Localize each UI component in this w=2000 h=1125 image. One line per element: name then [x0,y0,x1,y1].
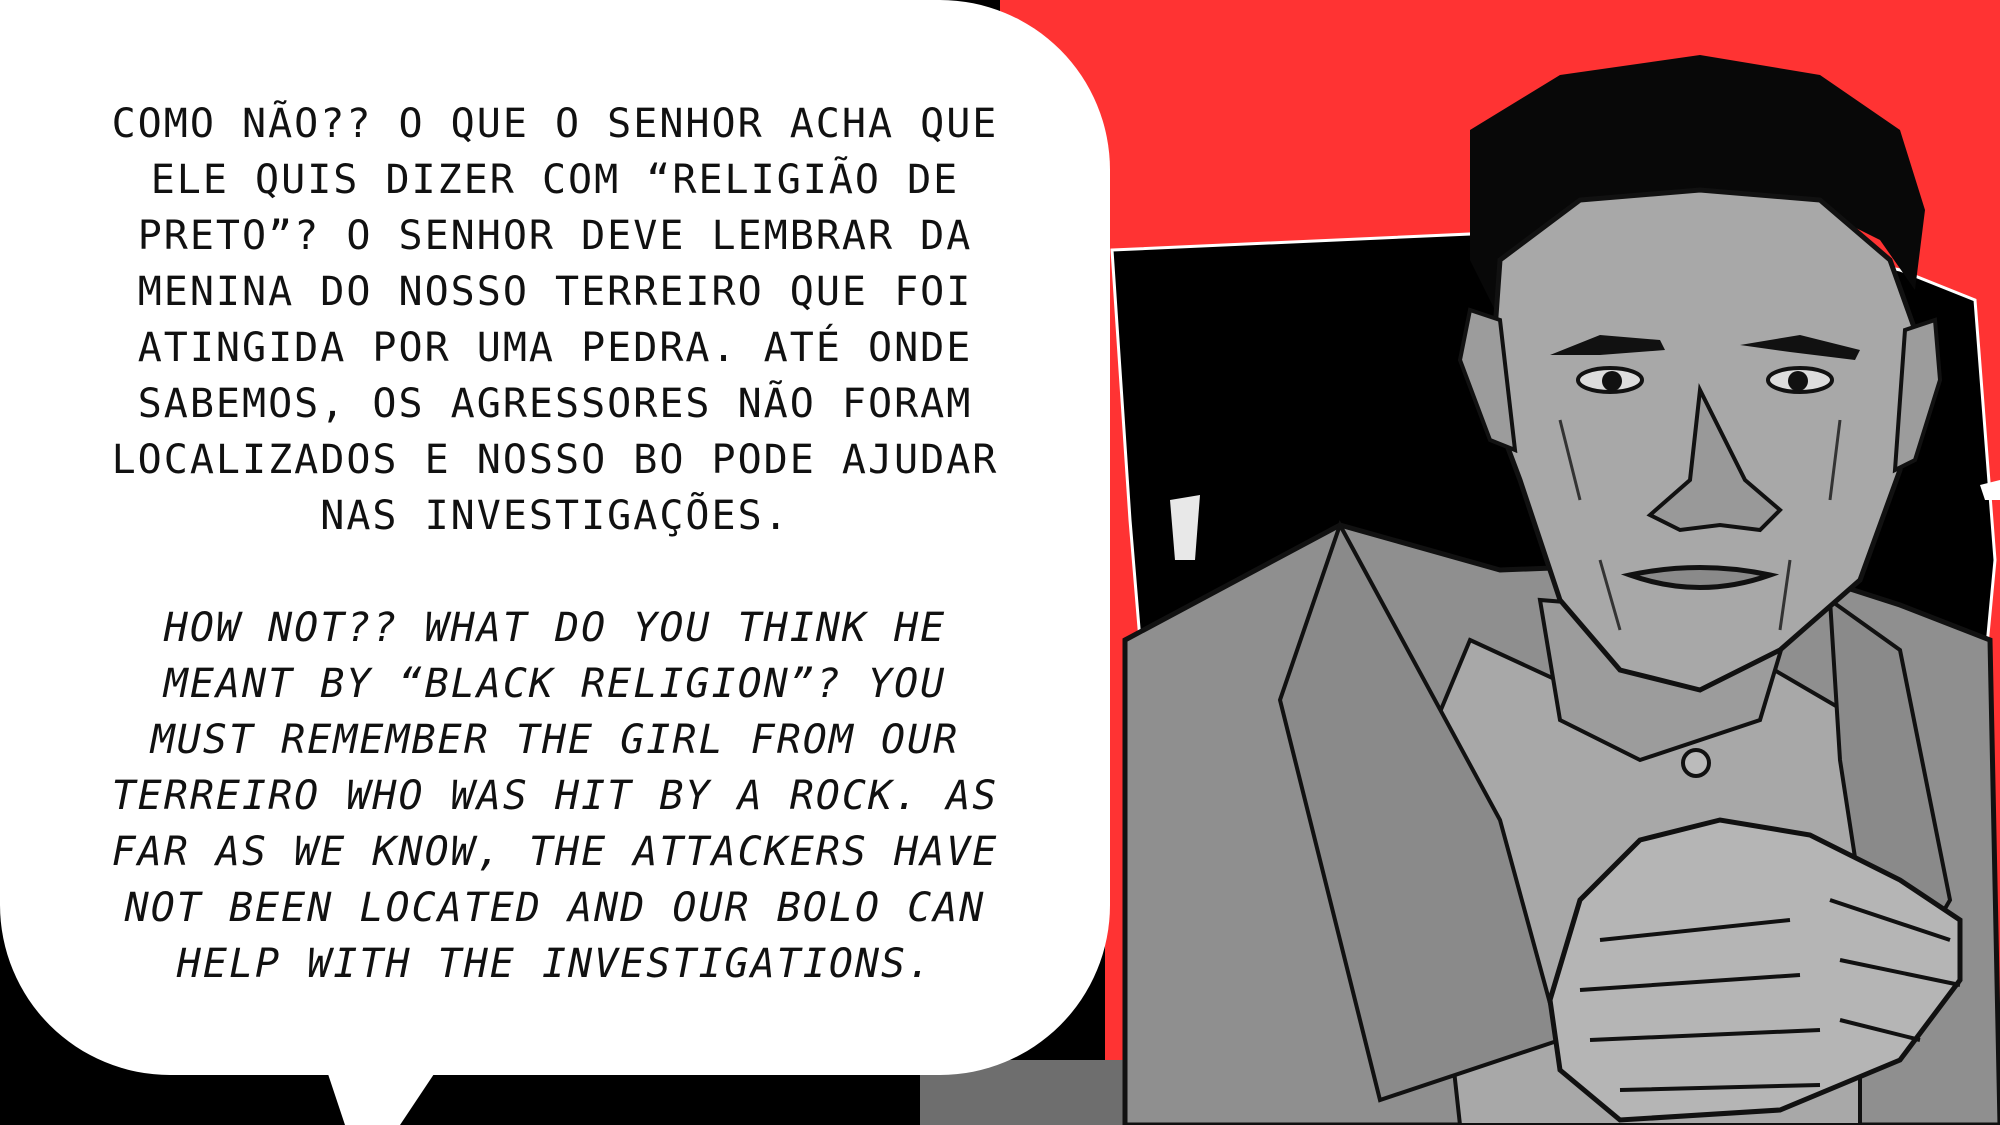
shirt-button [1683,750,1709,776]
speech-text-english: HOW NOT?? WHAT DO YOU THINK HE MEANT BY “BLACK RELIGION”? YOU MUST REMEMBER THE GIRL FROM OUR TERREIRO WHO WAS HIT BY A ROCK. AS FAR AS WE KNOW, THE ATTACKERS HAVE NOT BEEN LOCATED AND OUR BOLO CAN HELP WITH THE INVESTIGATIONS. [111,605,999,987]
chair-highlight [1170,495,1200,560]
speech-text-portuguese: COMO NÃO?? O QUE O SENHOR ACHA QUE ELE QUIS DIZER COM “RELIGIÃO DE PRETO”? O SENHOR DEVE LEMBRAR DA MENINA DO NOSSO TERREIRO QUE FOI ATINGIDA POR UMA PEDRA. ATÉ ONDE SABEMOS, OS AGRESSORES NÃO FORAM LOCALIZADOS E NOSSO BO PODE AJUDAR NAS INVESTIGAÇÕES. [111,101,999,539]
